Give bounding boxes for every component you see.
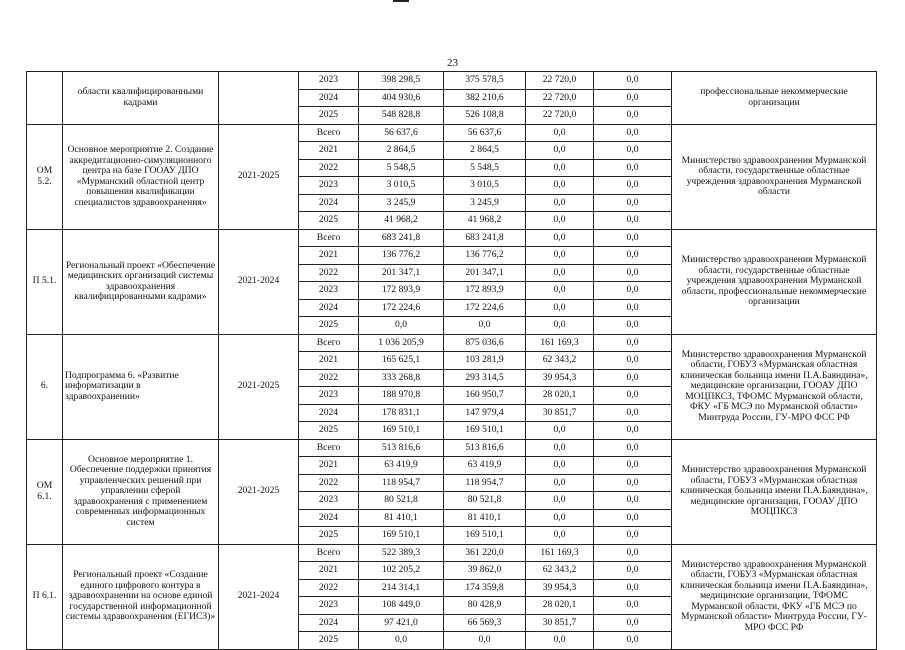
budget-1-cell: 169 510,1: [444, 422, 526, 440]
row-executor: Министерство здравоохранения Мурманской области, ГОБУЗ «Мурманская областная клиническая больница имени П.А.Баяндина», медицинские организации, ТФОМС Мурманской области, ФКУ «ГБ МСЭ по Мурманской области» Минтруда России, ГУ-МРО ФСС РФ: [672, 544, 877, 649]
row-code: 6.: [27, 334, 63, 439]
year-cell: Всего: [299, 439, 359, 457]
budget-1-cell: 375 578,5: [444, 72, 526, 90]
year-cell: 2024: [299, 194, 359, 212]
total-cell: 513 816,6: [359, 439, 444, 457]
year-cell: Всего: [299, 544, 359, 562]
budget-3-cell: 0,0: [594, 614, 672, 632]
budget-1-cell: 174 359,8: [444, 579, 526, 597]
year-cell: 2023: [299, 72, 359, 90]
budget-3-cell: 0,0: [594, 299, 672, 317]
year-cell: 2023: [299, 492, 359, 510]
table-row: [27, 124, 877, 142]
budget-3-cell: 0,0: [594, 317, 672, 335]
total-cell: 63 419,9: [359, 457, 444, 475]
year-cell: 2025: [299, 212, 359, 230]
year-cell: 2022: [299, 159, 359, 177]
year-cell: 2023: [299, 282, 359, 300]
budget-2-cell: 0,0: [526, 282, 594, 300]
budget-3-cell: 0,0: [594, 404, 672, 422]
budget-3-cell: 0,0: [594, 439, 672, 457]
budget-3-cell: 0,0: [594, 194, 672, 212]
budget-1-cell: 875 036,6: [444, 334, 526, 352]
table-row: [27, 544, 877, 562]
budget-2-cell: 0,0: [526, 439, 594, 457]
budget-2-cell: 0,0: [526, 229, 594, 247]
row-code: ОМ 5.2.: [27, 124, 63, 229]
year-cell: 2025: [299, 632, 359, 650]
budget-2-cell: 161 169,3: [526, 544, 594, 562]
budget-3-cell: 0,0: [594, 229, 672, 247]
budget-1-cell: 66 569,3: [444, 614, 526, 632]
budget-3-cell: 0,0: [594, 124, 672, 142]
budget-3-cell: 0,0: [594, 177, 672, 195]
budget-1-cell: 172 224,6: [444, 299, 526, 317]
year-cell: 2021: [299, 247, 359, 265]
table-row: [27, 334, 877, 352]
budget-1-cell: 361 220,0: [444, 544, 526, 562]
year-cell: 2024: [299, 89, 359, 107]
row-period: 2021-2024: [219, 229, 299, 334]
year-cell: 2022: [299, 369, 359, 387]
year-cell: 2022: [299, 474, 359, 492]
year-cell: 2022: [299, 579, 359, 597]
row-period: 2021-2025: [219, 124, 299, 229]
total-cell: 165 625,1: [359, 352, 444, 370]
total-cell: 102 205,2: [359, 562, 444, 580]
budget-1-cell: 147 979,4: [444, 404, 526, 422]
budget-2-cell: 0,0: [526, 509, 594, 527]
year-cell: 2021: [299, 457, 359, 475]
total-cell: 404 930,6: [359, 89, 444, 107]
budget-1-cell: 39 862,0: [444, 562, 526, 580]
total-cell: 178 831,1: [359, 404, 444, 422]
year-cell: 2024: [299, 509, 359, 527]
budget-3-cell: 0,0: [594, 509, 672, 527]
total-cell: 97 421,0: [359, 614, 444, 632]
budget-2-cell: 62 343,2: [526, 352, 594, 370]
budget-1-cell: 63 419,9: [444, 457, 526, 475]
budget-3-cell: 0,0: [594, 544, 672, 562]
budget-1-cell: 2 864,5: [444, 142, 526, 160]
row-name: Основное мероприятие 1. Обеспечение поддержки принятия управленческих решений при управлении сферой здравоохранения с применением современных информационных систем: [63, 439, 219, 544]
row-period: [219, 72, 299, 125]
row-executor: Министерство здравоохранения Мурманской области, государственные областные учреждения здравоохранения Мурманской области, профессиональные некоммерческие организации: [672, 229, 877, 334]
budget-3-cell: 0,0: [594, 107, 672, 125]
row-executor: Министерство здравоохранения Мурманской области, ГОБУЗ «Мурманская областная клиническая больница имени П.А.Баяндина», медицинские организации, ГООАУ ДПО МОЦПКСЗ, ТФОМС Мурманской области, ФКУ «ГБ МСЭ по Мурманской области» Минтруда России, ГУ-МРО ФСС РФ: [672, 334, 877, 439]
budget-3-cell: 0,0: [594, 264, 672, 282]
year-cell: 2023: [299, 387, 359, 405]
total-cell: 201 347,1: [359, 264, 444, 282]
total-cell: 683 241,8: [359, 229, 444, 247]
budget-3-cell: 0,0: [594, 457, 672, 475]
row-name: Основное мероприятие 2. Создание аккредитационно-симуляционного центра на базе ГООАУ ДПО «Мурманский областной центр повышения квалификации специалистов здравоохранения»: [63, 124, 219, 229]
budget-3-cell: 0,0: [594, 579, 672, 597]
total-cell: 56 637,6: [359, 124, 444, 142]
budget-2-cell: 30 851,7: [526, 404, 594, 422]
row-executor: профессиональные некоммерческие организации: [672, 72, 877, 125]
row-name: Региональный проект «Обеспечение медицинских организаций системы здравоохранения квалифицированными кадрами»: [63, 229, 219, 334]
budget-3-cell: 0,0: [594, 387, 672, 405]
table-row: [27, 439, 877, 457]
year-cell: 2025: [299, 422, 359, 440]
total-cell: 169 510,1: [359, 422, 444, 440]
row-period: 2021-2025: [219, 439, 299, 544]
budget-3-cell: 0,0: [594, 247, 672, 265]
budget-3-cell: 0,0: [594, 632, 672, 650]
budget-3-cell: 0,0: [594, 352, 672, 370]
total-cell: 169 510,1: [359, 527, 444, 545]
year-cell: 2025: [299, 527, 359, 545]
budget-2-cell: 22 720,0: [526, 107, 594, 125]
year-cell: 2023: [299, 597, 359, 615]
budget-1-cell: 80 428,9: [444, 597, 526, 615]
budget-1-cell: 526 108,8: [444, 107, 526, 125]
budget-1-cell: 382 210,6: [444, 89, 526, 107]
budget-2-cell: 0,0: [526, 177, 594, 195]
budget-2-cell: 0,0: [526, 317, 594, 335]
budget-3-cell: 0,0: [594, 334, 672, 352]
budget-1-cell: 41 968,2: [444, 212, 526, 230]
budget-2-cell: 28 020,1: [526, 387, 594, 405]
row-code: ОМ 6.1.: [27, 439, 63, 544]
row-name: области квалифицированными кадрами: [63, 72, 219, 125]
year-cell: 2024: [299, 614, 359, 632]
table-row: [27, 229, 877, 247]
budget-1-cell: 118 954,7: [444, 474, 526, 492]
year-cell: 2023: [299, 177, 359, 195]
budget-3-cell: 0,0: [594, 422, 672, 440]
budget-1-cell: 0,0: [444, 632, 526, 650]
budget-1-cell: 3 245,9: [444, 194, 526, 212]
total-cell: 522 389,3: [359, 544, 444, 562]
page-number: 23: [447, 57, 458, 69]
budget-1-cell: 172 893,9: [444, 282, 526, 300]
row-executor: Министерство здравоохранения Мурманской области, ГОБУЗ «Мурманская областная клиническая больница имени П.А.Баяндина», медицинские организации, ГООАУ ДПО МОЦПКСЗ: [672, 439, 877, 544]
budget-3-cell: 0,0: [594, 89, 672, 107]
year-cell: Всего: [299, 229, 359, 247]
budget-1-cell: 80 521,8: [444, 492, 526, 510]
total-cell: 214 314,1: [359, 579, 444, 597]
total-cell: 2 864,5: [359, 142, 444, 160]
year-cell: 2024: [299, 404, 359, 422]
year-cell: Всего: [299, 124, 359, 142]
total-cell: 136 776,2: [359, 247, 444, 265]
budget-2-cell: 30 851,7: [526, 614, 594, 632]
total-cell: 118 954,7: [359, 474, 444, 492]
budget-2-cell: 28 020,1: [526, 597, 594, 615]
budget-3-cell: 0,0: [594, 562, 672, 580]
year-cell: 2021: [299, 142, 359, 160]
total-cell: 172 893,9: [359, 282, 444, 300]
total-cell: 3 245,9: [359, 194, 444, 212]
budget-1-cell: 513 816,6: [444, 439, 526, 457]
budget-2-cell: 0,0: [526, 159, 594, 177]
budget-2-cell: 0,0: [526, 264, 594, 282]
total-cell: 5 548,5: [359, 159, 444, 177]
budget-1-cell: 0,0: [444, 317, 526, 335]
budget-2-cell: 0,0: [526, 194, 594, 212]
budget-1-cell: 81 410,1: [444, 509, 526, 527]
budget-2-cell: 0,0: [526, 299, 594, 317]
budget-3-cell: 0,0: [594, 369, 672, 387]
budget-2-cell: 39 954,3: [526, 369, 594, 387]
row-name: Региональный проект «Создание единого цифрового контура в здравоохранении на основе единой государственной информационной системы здравоохранения (ЕГИСЗ)»: [63, 544, 219, 649]
budget-1-cell: 160 950,7: [444, 387, 526, 405]
budget-2-cell: 0,0: [526, 492, 594, 510]
budget-3-cell: 0,0: [594, 72, 672, 90]
budget-1-cell: 169 510,1: [444, 527, 526, 545]
row-code: [27, 72, 63, 125]
year-cell: 2025: [299, 317, 359, 335]
budget-2-cell: 0,0: [526, 142, 594, 160]
budget-3-cell: 0,0: [594, 474, 672, 492]
year-cell: 2022: [299, 264, 359, 282]
total-cell: 41 968,2: [359, 212, 444, 230]
budget-2-cell: 22 720,0: [526, 72, 594, 90]
budget-3-cell: 0,0: [594, 527, 672, 545]
budget-1-cell: 136 776,2: [444, 247, 526, 265]
budget-1-cell: 5 548,5: [444, 159, 526, 177]
year-cell: 2025: [299, 107, 359, 125]
row-name: Подпрограмма 6. «Развитие информатизации в здравоохранении»: [63, 334, 219, 439]
budget-1-cell: 201 347,1: [444, 264, 526, 282]
budget-1-cell: 103 281,9: [444, 352, 526, 370]
budget-3-cell: 0,0: [594, 142, 672, 160]
budget-2-cell: 0,0: [526, 422, 594, 440]
budget-3-cell: 0,0: [594, 597, 672, 615]
total-cell: 172 224,6: [359, 299, 444, 317]
budget-2-cell: 0,0: [526, 457, 594, 475]
year-cell: 2024: [299, 299, 359, 317]
budget-2-cell: 0,0: [526, 527, 594, 545]
row-executor: Министерство здравоохранения Мурманской области, государственные областные учреждения здравоохранения Мурманской области: [672, 124, 877, 229]
budget-2-cell: 22 720,0: [526, 89, 594, 107]
total-cell: 81 410,1: [359, 509, 444, 527]
total-cell: 0,0: [359, 317, 444, 335]
budget-2-cell: 161 169,3: [526, 334, 594, 352]
funding-table: [26, 71, 877, 650]
budget-2-cell: 0,0: [526, 124, 594, 142]
budget-2-cell: 0,0: [526, 632, 594, 650]
total-cell: 1 036 205,9: [359, 334, 444, 352]
row-period: 2021-2025: [219, 334, 299, 439]
budget-2-cell: 0,0: [526, 474, 594, 492]
year-cell: 2021: [299, 562, 359, 580]
row-period: 2021-2024: [219, 544, 299, 649]
budget-1-cell: 683 241,8: [444, 229, 526, 247]
row-code: П 5.1.: [27, 229, 63, 334]
total-cell: 398 298,5: [359, 72, 444, 90]
top-mark: [393, 0, 409, 2]
budget-2-cell: 62 343,2: [526, 562, 594, 580]
table-row: [27, 72, 877, 90]
budget-1-cell: 56 637,6: [444, 124, 526, 142]
total-cell: 0,0: [359, 632, 444, 650]
budget-3-cell: 0,0: [594, 212, 672, 230]
total-cell: 80 521,8: [359, 492, 444, 510]
total-cell: 3 010,5: [359, 177, 444, 195]
row-code: П 6.1.: [27, 544, 63, 649]
budget-3-cell: 0,0: [594, 492, 672, 510]
budget-1-cell: 293 314,5: [444, 369, 526, 387]
total-cell: 548 828,8: [359, 107, 444, 125]
total-cell: 108 449,0: [359, 597, 444, 615]
funding-table-body: [27, 72, 877, 650]
budget-2-cell: 0,0: [526, 247, 594, 265]
budget-3-cell: 0,0: [594, 159, 672, 177]
total-cell: 188 970,8: [359, 387, 444, 405]
total-cell: 333 268,8: [359, 369, 444, 387]
budget-1-cell: 3 010,5: [444, 177, 526, 195]
year-cell: Всего: [299, 334, 359, 352]
budget-2-cell: 39 954,3: [526, 579, 594, 597]
budget-3-cell: 0,0: [594, 282, 672, 300]
year-cell: 2021: [299, 352, 359, 370]
budget-2-cell: 0,0: [526, 212, 594, 230]
